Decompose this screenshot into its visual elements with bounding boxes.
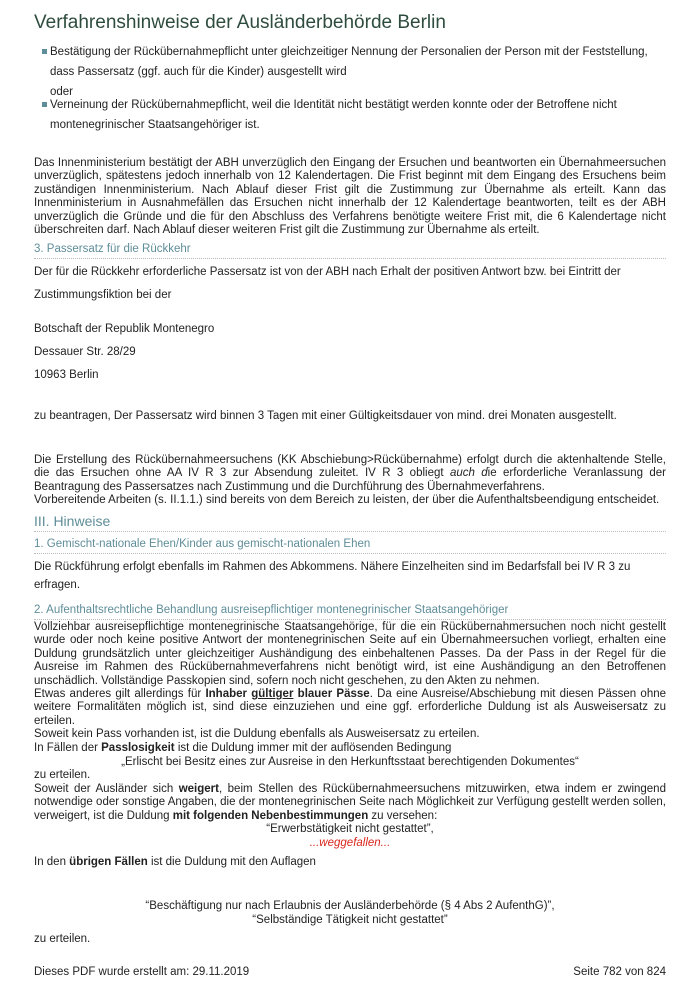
section-heading-passersatz: 3. Passersatz für die Rückkehr — [34, 243, 666, 259]
pass-part-c: ist die Duldung immer mit der auflösenden Bedingung — [174, 742, 452, 754]
quote-selbststaendig: “Selbständige Tätigkeit nicht gestattet” — [252, 914, 448, 926]
oder-text: oder — [50, 86, 74, 98]
bullet-verneinung — [42, 95, 662, 135]
paragraph-uebrige-faelle — [34, 856, 316, 868]
page-title: Verfahrenshinweise der Ausländerbehörde Berlin — [34, 12, 446, 33]
erstellung-part-a: Die Erstellung des Rückübernahmeersuchens (KK Abschiebung>Rückübernahme) erfolgt durch die aktenhaltende Stelle, die das Ersuchen ohne AA IV R 3 zur Absendung zuleitet. IV R 3 obliegt — [34, 454, 666, 480]
passersatz-line1: Der für die Rückkehr erforderliche Passersatz ist von der ABH nach Erhalt der positiven Antwort bzw. bei Eintritt der — [34, 266, 621, 278]
uebrigen-bold: übrigen Fällen — [69, 856, 148, 868]
weigert-part-c: , beim Stellen des Rückübernahmeersuchens mitzuwirken, etwa indem er zwingend notwendige oder sonstige Angaben, die der montenegrinischen Seite nach Möglichkeit zur Verfügung gestellt werden sollen, verweigert, ist die Duldung — [34, 783, 666, 822]
weigert-bold-neben: mit folgenden Nebenbestimmungen — [172, 809, 369, 822]
pass-part-a: In Fällen der — [34, 742, 102, 754]
quote-beschaeftigung: “Beschäftigung nur nach Erlaubnis der Ausländerbehörde (§ 4 Abs 2 AufenthG)”, — [145, 900, 555, 912]
address-embassy: Botschaft der Republik Montenegro — [34, 323, 215, 335]
section-heading-hinweise: III. Hinweise — [34, 513, 666, 532]
subheading-gemischt: 1. Gemischt-nationale Ehen/Kinder aus gemischt-nationalen Ehen — [34, 538, 666, 554]
beantragen-text: zu beantragen, Der Passersatz wird binnen 3 Tagen mit einer Gültigkeitsdauer von mind. drei Monaten ausgestellt. — [34, 410, 617, 422]
etwas-bold-1: Inhaber — [205, 688, 252, 700]
soweit-kein-pass: Soweit kein Pass vorhanden ist, ist die Duldung ebenfalls als Ausweisersatz zu erteilen. — [34, 728, 480, 740]
paragraph-erstellung — [34, 454, 666, 494]
address-street: Dessauer Str. 28/29 — [34, 346, 136, 358]
pass-bold: Passlosigkeit — [101, 742, 175, 754]
pass-zu-erteilen: zu erteilen. — [34, 769, 91, 781]
bullet-text: Verneinung der Rückübernahmepflicht, weil die Identität nicht bestätigt werden konnte oder der Betroffene nicht — [50, 99, 617, 111]
uebrigen-part-a: In den — [34, 856, 70, 868]
quote-erwerb: “Erwerbstätigkeit nicht gestattet”, — [266, 823, 434, 835]
uebrigen-part-c: ist die Duldung mit den Auflagen — [147, 856, 316, 868]
final-zu-erteilen: zu erteilen. — [34, 933, 91, 945]
bullet-text-cont: montenegrinischer Staatsangehöriger ist. — [50, 119, 260, 131]
erstellung-part-b: ie erforderliche Veranlassung der Beantragung des Passersatzes nach Zustimmung und die Durchführung des Übernahmeverfahrens. — [34, 467, 666, 493]
quote-erlischt: „Erlischt bei Besitz eines zur Ausreise in den Herkunftsstaat berechtigenden Dokumentes“ — [121, 756, 579, 768]
paragraph-weigert — [34, 783, 666, 823]
weigert-part-a: Soweit der Ausländer sich — [34, 783, 179, 795]
paragraph-etwas-anderes — [34, 688, 666, 728]
weigert-part-e: zu versehen: — [368, 809, 438, 822]
etwas-part-c: . Da eine Ausreise/Abschiebung mit diesen Pässen ohne weitere Formalitäten möglich ist, sind diese einzuziehen und eine ggf. erforderliche Duldung ist als Ausweisersatz zu erteilen. — [34, 688, 667, 727]
passersatz-line2: Zustimmungsfiktion bei der — [34, 289, 172, 301]
paragraph-vollziehbar: Vollziehbar ausreisepflichtige montenegrinische Staatsangehörige, für die ein Rückübernahmersuchen noch nicht gestellt wurde oder noch keine positive Antwort der montenegrinischen Seite auf ein Übernahmeersuchen vorliegt, erhalten eine Duldung grundsätzlich unter gleichzeitiger Aushändigung des einbehaltenen Passes. Da der Pass in der Regel für die Ausreise im Rahmen des Rückübernahmeverfahrens nicht benötigt wird, ist eine Aushändigung an den Betroffenen unschädlich. Vollständige Passkopien sind, sofern noch nicht geschehen, zu den Akten zu nehmen. — [34, 621, 666, 687]
gemischt-line1: Die Rückführung erfolgt ebenfalls im Rahmen des Abkommens. Nähere Einzelheiten sind im Bedarfsfall bei IV R 3 zu — [34, 561, 631, 573]
vorbereitende-text: Vorbereitende Arbeiten (s. II.1.1.) sind bereits von dem Bereich zu leisten, der über die Aufenthaltsbeendigung entscheidet. — [34, 494, 660, 506]
bullet-square-icon — [42, 102, 47, 107]
etwas-underlined: gültiger — [251, 688, 294, 700]
footer-page-number: Seite 782 von 824 — [573, 966, 666, 978]
bullet-square-icon — [42, 49, 47, 54]
weggefallen-text: ...weggefallen... — [309, 837, 391, 849]
paragraph-passlosigkeit — [34, 742, 666, 755]
bullet-bestaetigung — [42, 42, 662, 102]
address-city: 10963 Berlin — [34, 369, 99, 381]
weigert-bold: weigert — [178, 783, 219, 795]
bullet-text: Bestätigung der Rückübernahmepflicht unter gleichzeitiger Nennung der Personalien der Person mit der Feststellung, — [50, 46, 648, 58]
bullet-text-cont: dass Passersatz (ggf. auch für die Kinder) ausgestellt wird — [50, 66, 347, 78]
etwas-part-a: Etwas anderes gilt allerdings für — [34, 688, 206, 700]
etwas-bold-3: blauer Pässe — [293, 688, 370, 700]
footer-created-date: Dieses PDF wurde erstellt am: 29.11.2019 — [34, 966, 250, 978]
paragraph-innenministerium: Das Innenministerium bestätigt der ABH unverzüglich den Eingang der Ersuchen und beantworten ein Übernahmeersuchen unverzüglich, spätestens jedoch innerhalb von 12 Kalendertagen. Die Frist beginnt mit dem Eingang des Ersuchens beim zuständigen Innenministerium. Nach Ablauf dieser Frist gilt die Zustimmung zur Übernahme als erteilt. Kann das Innenministerium in Ausnahmefällen das Ersuchen nicht innerhalb der 12 Kalendertage beantworten, teilt es der ABH unverzüglich die Gründe und die für den Abschluss des Verfahrens benötigte weitere Frist mit, die 6 Kalendertage nicht überschreiten darf. Nach Ablauf dieser weiteren Frist gilt die Zustimmung zur Übernahme als erteilt. — [34, 157, 666, 237]
gemischt-line2: erfragen. — [34, 579, 81, 591]
erstellung-italic: auch d — [449, 467, 488, 480]
subheading-aufenthalt: 2. Aufenthaltsrechtliche Behandlung ausreisepflichtiger montenegrinischer Staatsangehöriger — [34, 604, 666, 620]
